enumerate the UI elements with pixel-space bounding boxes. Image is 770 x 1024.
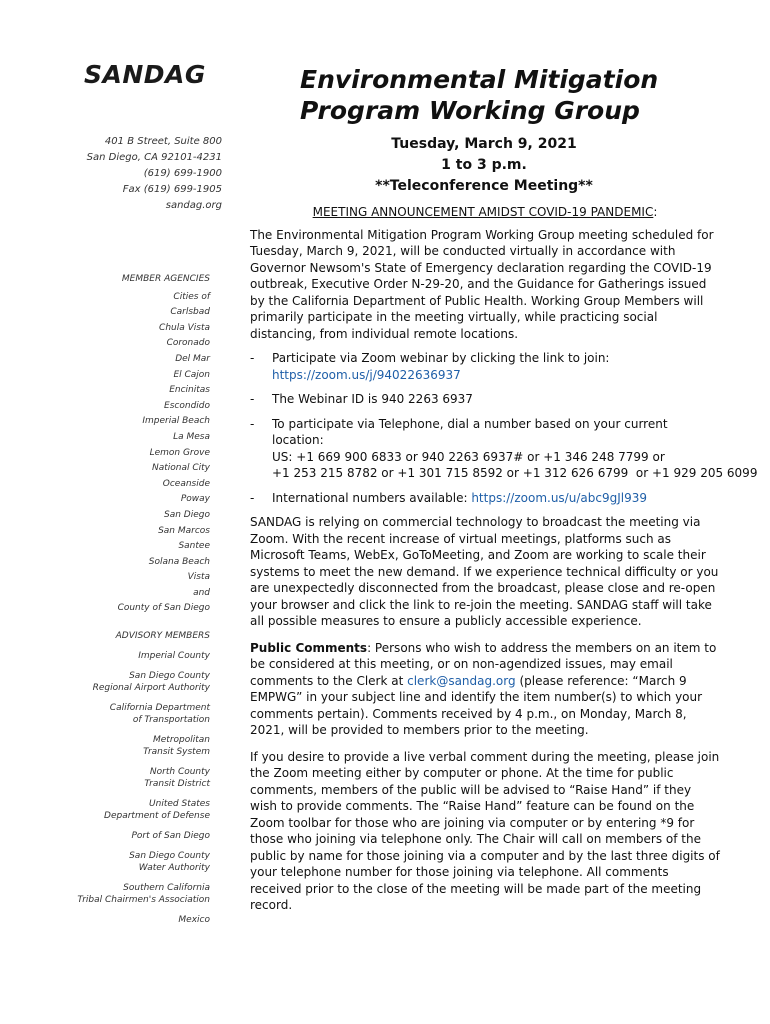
public-comments-text-2: (please reference: “March 9 EMPWG” in your subject line and identify the item number(s) to which your comments pertain). Comments received by 4 p.m., on Monday, March 8, 2021, will be provided to members prior to the meeting. <box>250 673 703 737</box>
advisory-item-line: Imperial County <box>138 651 210 661</box>
public-comments-text-1: : Persons who wish to address the members on an item to be considered at this meeting, or on non-agendized issues, may email comments to the Clerk at <box>250 640 717 688</box>
verbal-comments-paragraph: If you desire to provide a live verbal comment during the meeting, please join the Zoom meeting either by computer or phone. At the time for public comments, members of the public will be advised to “Raise Hand” if they wish to provide comments. The “Raise Hand” feature can be found on the Zoom toolbar for those who are joining via computer or by entering *9 for those who joining via telephone only. The Chair will call on members of the public by name for those joining via a computer and by the last three digits of your telephone number for those joining via telephone. All comments received prior to the close of the meeting will be made part of the meeting record. <box>250 749 720 912</box>
zoom-link[interactable]: https://zoom.us/j/94022636937 <box>272 367 461 382</box>
agency-item: San Diego <box>164 509 210 520</box>
agency-item: Solana Beach <box>148 556 210 567</box>
main-content <box>250 204 758 914</box>
advisory-item <box>60 882 210 906</box>
address-street: 401 B Street, Suite 800 <box>104 136 222 147</box>
advisory-item-line: Mexico <box>178 915 210 925</box>
member-agencies-header: MEMBER AGENCIES <box>121 274 210 284</box>
agency-item: La Mesa <box>173 431 210 442</box>
advisory-item-line: Department of Defense <box>104 811 210 821</box>
advisory-item-line: Water Authority <box>138 863 210 873</box>
advisory-item <box>60 850 210 874</box>
agency-item: Del Mar <box>175 353 210 364</box>
technology-paragraph: SANDAG is relying on commercial technology to broadcast the meeting via Zoom. With the recent increase of virtual meetings, platforms such as Microsoft Teams, WebEx, GoToMeeting, and Zoom are working to scale their systems to meet the new demand. If we experience technical difficulty or you are unexpectedly disconnected from the broadcast, please close and re-open your browser and click the link to re-join the meeting. SANDAG staff will take all possible measures to ensure a publicly accessible experience. <box>250 515 719 628</box>
agency-item: Carlsbad <box>170 307 210 318</box>
agency-item: Chula Vista <box>159 322 210 333</box>
announcement-heading <box>250 204 720 221</box>
advisory-item-line: San Diego County <box>129 851 210 861</box>
list-item <box>250 490 720 507</box>
advisory-item-line: Southern California <box>123 883 210 893</box>
agency-item: Escondido <box>164 400 210 411</box>
address-block <box>80 134 222 214</box>
advisory-item <box>60 734 210 758</box>
agency-item: County of San Diego <box>117 603 210 614</box>
advisory-item-line: Regional Airport Authority <box>92 683 210 693</box>
document-title <box>300 64 680 126</box>
bullet-dash: - <box>250 392 255 406</box>
address-website: sandag.org <box>165 200 222 211</box>
advisory-item <box>60 798 210 822</box>
list-item <box>250 391 720 408</box>
agency-item: El Cajon <box>173 369 210 380</box>
title-line-1: Environmental Mitigation <box>300 65 659 94</box>
advisory-item <box>60 830 210 842</box>
meeting-info <box>300 134 668 197</box>
bullet-dash: - <box>250 416 255 431</box>
advisory-item-line: California Department <box>109 703 210 713</box>
agency-item: Coronado <box>166 338 210 349</box>
advisory-item <box>60 650 210 662</box>
agency-item: Imperial Beach <box>142 416 210 427</box>
advisory-item-line: North County <box>149 767 210 777</box>
advisory-item-line: Transit System <box>143 747 210 757</box>
agency-item: Lemon Grove <box>149 447 210 458</box>
advisory-item-line: of Transportation <box>132 715 210 725</box>
advisory-item <box>60 670 210 694</box>
advisory-item-line: Metropolitan <box>152 735 210 745</box>
bullet-dash: - <box>250 351 255 365</box>
agency-item: Santee <box>178 541 210 552</box>
agency-item: Vista <box>187 572 210 583</box>
address-phone: (619) 699-1900 <box>143 168 222 179</box>
international-numbers-link[interactable]: https://zoom.us/u/abc9gJl939 <box>471 490 647 505</box>
phone-numbers-line-1: US: +1 669 900 6833 or 940 2263 6937# or +1 346 248 7799 or <box>272 449 665 464</box>
advisory-item <box>60 766 210 790</box>
advisory-item-line: Transit District <box>144 779 210 789</box>
agency-item: San Marcos <box>158 525 210 536</box>
clerk-email-link[interactable]: clerk@sandag.org <box>407 673 516 688</box>
agency-item: and <box>193 587 210 598</box>
list-item <box>250 350 720 383</box>
public-comments-paragraph <box>250 640 720 739</box>
agency-item: Oceanside <box>162 478 210 489</box>
member-agencies-list <box>80 272 210 617</box>
advisory-item-line: Tribal Chairmen's Association <box>77 895 210 905</box>
participation-list <box>250 350 758 506</box>
agency-item: Encinitas <box>169 385 210 396</box>
sandag-logo: SANDAG <box>84 60 206 89</box>
advisory-item-line: United States <box>149 799 210 809</box>
announcement-heading-text: MEETING ANNOUNCEMENT AMIDST COVID-19 PANDEMIC <box>312 205 654 219</box>
advisory-members-list <box>60 630 210 926</box>
advisory-item <box>60 914 210 926</box>
agency-item: National City <box>151 463 210 474</box>
advisory-members-header: ADVISORY MEMBERS <box>115 631 210 641</box>
address-fax: Fax (619) 699-1905 <box>122 184 222 195</box>
phone-instructions: To participate via Telephone, dial a number based on your current location: <box>272 416 668 447</box>
public-comments-label: Public Comments <box>250 640 368 655</box>
phone-numbers-line-2: +1 253 215 8782 or +1 301 715 8592 or +1 312 626 6799 or +1 929 205 6099 <box>272 466 758 480</box>
announcement-intro: The Environmental Mitigation Program Working Group meeting scheduled for Tuesday, March 9, 2021, will be conducted virtually in accordance with Governor Newsom's State of Emergency declaration regarding the COVID-19 outbreak, Executive Order N-29-20, and the Guidance for Gatherings issued by the California Department of Public Health. Working Group Members will primarily participate in the meeting virtually, while practicing social distancing, from individual remote locations. <box>250 227 714 341</box>
advisory-item-line: Port of San Diego <box>131 831 210 841</box>
meeting-type: **Teleconference Meeting** <box>375 178 593 194</box>
list-item <box>250 416 758 482</box>
announcement-heading-suffix: : <box>653 205 658 219</box>
bullet-dash: - <box>250 490 255 505</box>
agency-item: Poway <box>180 494 210 505</box>
meeting-date: Tuesday, March 9, 2021 <box>391 136 577 152</box>
international-numbers-text: International numbers available: <box>272 490 472 505</box>
title-line-2: Program Working Group <box>300 96 640 125</box>
webinar-id: The Webinar ID is 940 2263 6937 <box>272 392 473 406</box>
agency-item: Cities of <box>173 291 210 302</box>
zoom-instructions: Participate via Zoom webinar by clicking the link to join: <box>272 351 610 365</box>
advisory-item-line: San Diego County <box>129 671 210 681</box>
meeting-time: 1 to 3 p.m. <box>441 157 527 173</box>
advisory-item <box>60 702 210 726</box>
address-city: San Diego, CA 92101-4231 <box>86 152 222 163</box>
